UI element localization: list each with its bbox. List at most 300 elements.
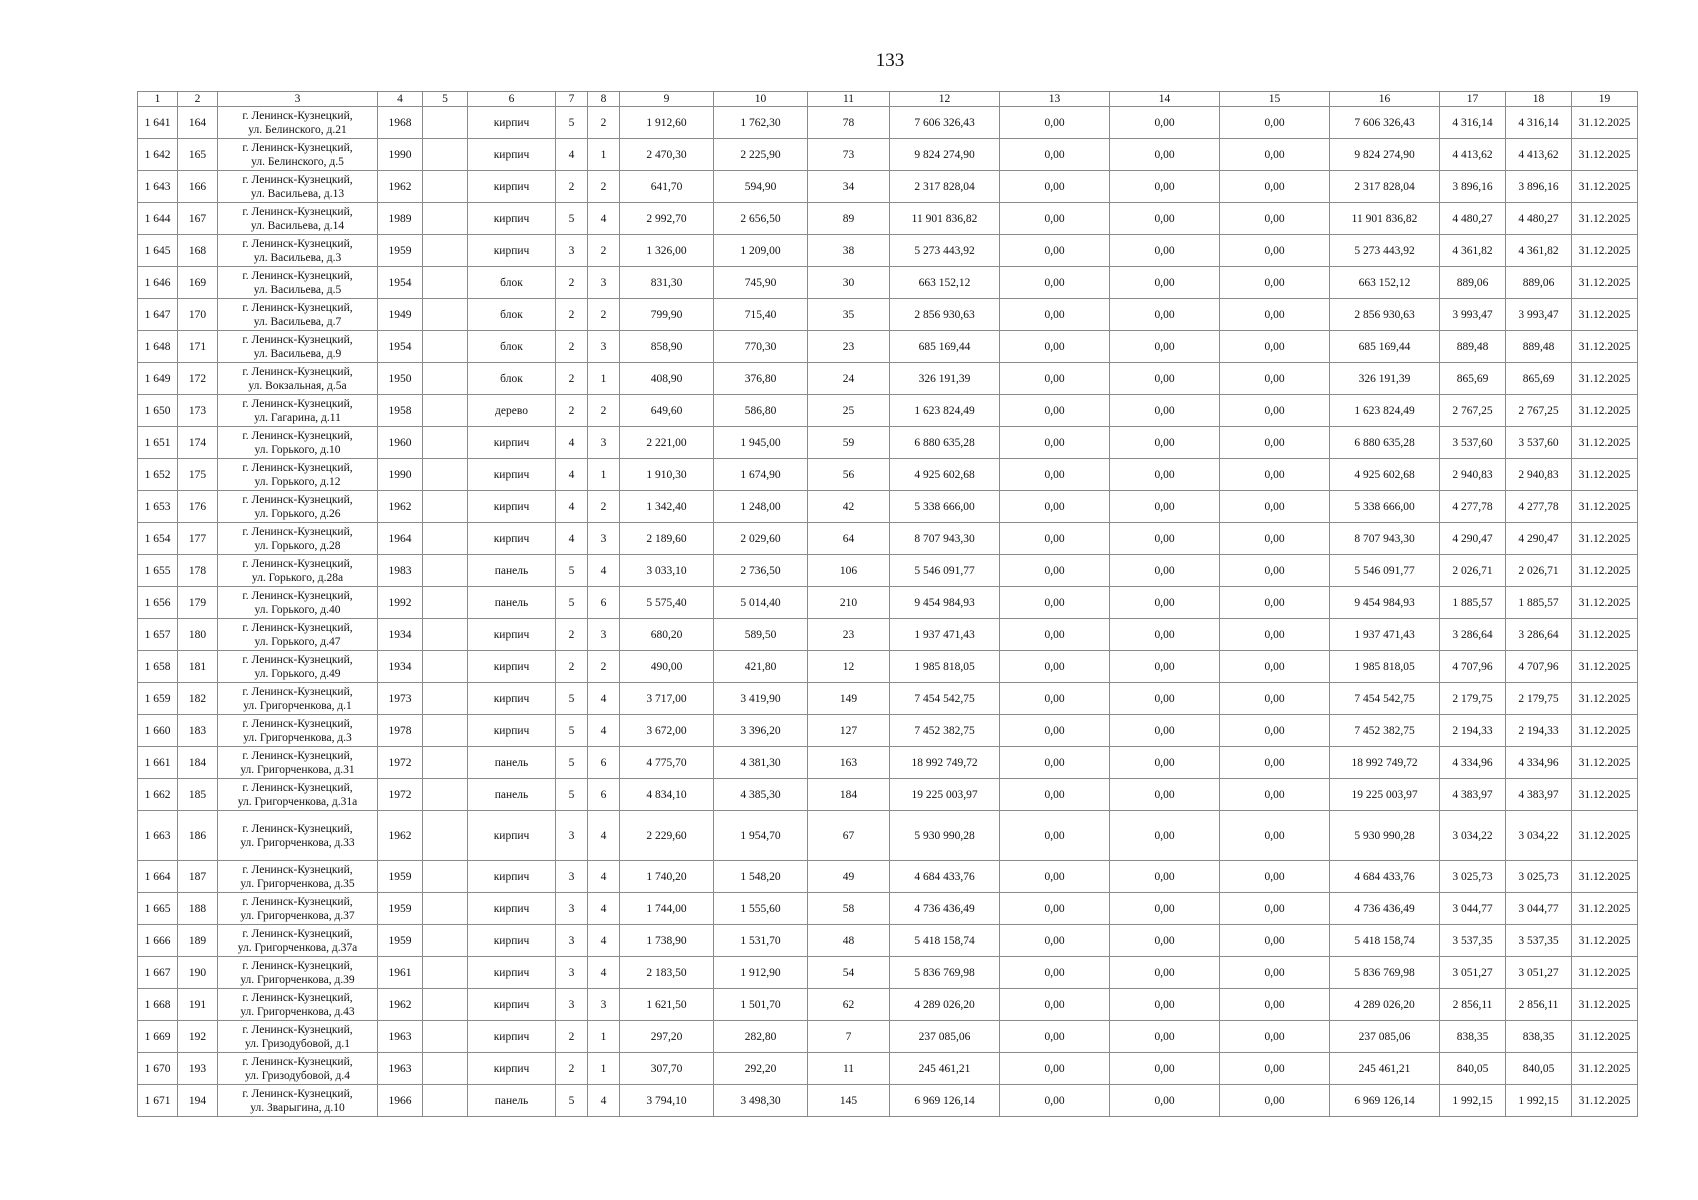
- address-street: ул. Григорченкова, д.37: [240, 909, 355, 922]
- address-cell: [218, 267, 378, 299]
- address-city: г. Ленинск-Кузнецкий,: [242, 863, 353, 876]
- address-city: г. Ленинск-Кузнецкий,: [242, 429, 353, 442]
- header-col-16: 16: [1330, 92, 1440, 107]
- cell-col-4: 1934: [378, 651, 423, 683]
- cell-col-8: 1: [588, 1053, 620, 1085]
- address-cell: [218, 893, 378, 925]
- cell-col-18: 4 361,82: [1506, 235, 1572, 267]
- cell-col-16: 19 225 003,97: [1330, 779, 1440, 811]
- cell-col-11: 35: [808, 299, 890, 331]
- cell-col-14: 0,00: [1110, 203, 1220, 235]
- address-street: ул. Григорченкова, д.1: [243, 699, 352, 712]
- address-city: г. Ленинск-Кузнецкий,: [242, 822, 353, 835]
- address-city: г. Ленинск-Кузнецкий,: [242, 333, 353, 346]
- cell-col-7: 2: [556, 619, 588, 651]
- table-row: [138, 989, 1638, 1021]
- cell-col-13: 0,00: [1000, 811, 1110, 861]
- cell-col-15: 0,00: [1220, 299, 1330, 331]
- cell-col-1: 1 666: [138, 925, 178, 957]
- cell-col-9: 5 575,40: [620, 587, 714, 619]
- cell-col-11: 56: [808, 459, 890, 491]
- cell-col-7: 5: [556, 683, 588, 715]
- cell-col-18: 4 413,62: [1506, 139, 1572, 171]
- cell-col-5: [423, 925, 468, 957]
- cell-col-16: 5 338 666,00: [1330, 491, 1440, 523]
- table-row: [138, 957, 1638, 989]
- cell-col-2: 171: [178, 331, 218, 363]
- cell-col-6: кирпич: [468, 1053, 556, 1085]
- cell-col-5: [423, 139, 468, 171]
- address-city: г. Ленинск-Кузнецкий,: [242, 589, 353, 602]
- cell-col-16: 685 169,44: [1330, 331, 1440, 363]
- cell-col-17: 2 179,75: [1440, 683, 1506, 715]
- cell-col-17: 3 537,35: [1440, 925, 1506, 957]
- cell-col-9: 1 342,40: [620, 491, 714, 523]
- cell-col-1: 1 648: [138, 331, 178, 363]
- cell-col-12: 5 930 990,28: [890, 811, 1000, 861]
- cell-col-8: 4: [588, 861, 620, 893]
- address-city: г. Ленинск-Кузнецкий,: [242, 1023, 353, 1036]
- table-row: [138, 139, 1638, 171]
- cell-col-10: 421,80: [714, 651, 808, 683]
- cell-col-16: 4 925 602,68: [1330, 459, 1440, 491]
- cell-col-19: 31.12.2025: [1572, 267, 1638, 299]
- cell-col-5: [423, 267, 468, 299]
- cell-col-13: 0,00: [1000, 203, 1110, 235]
- cell-col-13: 0,00: [1000, 779, 1110, 811]
- cell-col-5: [423, 893, 468, 925]
- table-row: [138, 587, 1638, 619]
- cell-col-7: 3: [556, 861, 588, 893]
- cell-col-16: 7 452 382,75: [1330, 715, 1440, 747]
- address-street: ул. Горького, д.40: [254, 603, 341, 616]
- cell-col-15: 0,00: [1220, 555, 1330, 587]
- cell-col-16: 4 289 026,20: [1330, 989, 1440, 1021]
- cell-col-5: [423, 619, 468, 651]
- cell-col-18: 838,35: [1506, 1021, 1572, 1053]
- cell-col-4: 1992: [378, 587, 423, 619]
- header-col-2: 2: [178, 92, 218, 107]
- cell-col-13: 0,00: [1000, 235, 1110, 267]
- cell-col-13: 0,00: [1000, 651, 1110, 683]
- cell-col-11: 127: [808, 715, 890, 747]
- cell-col-12: 11 901 836,82: [890, 203, 1000, 235]
- cell-col-11: 58: [808, 893, 890, 925]
- cell-col-2: 172: [178, 363, 218, 395]
- cell-col-19: 31.12.2025: [1572, 491, 1638, 523]
- cell-col-11: 89: [808, 203, 890, 235]
- cell-col-9: 1 910,30: [620, 459, 714, 491]
- cell-col-5: [423, 235, 468, 267]
- cell-col-13: 0,00: [1000, 715, 1110, 747]
- cell-col-14: 0,00: [1110, 171, 1220, 203]
- cell-col-1: 1 642: [138, 139, 178, 171]
- header-col-6: 6: [468, 92, 556, 107]
- cell-col-16: 7 454 542,75: [1330, 683, 1440, 715]
- cell-col-7: 4: [556, 459, 588, 491]
- cell-col-16: 2 317 828,04: [1330, 171, 1440, 203]
- cell-col-15: 0,00: [1220, 587, 1330, 619]
- cell-col-5: [423, 299, 468, 331]
- cell-col-12: 5 273 443,92: [890, 235, 1000, 267]
- cell-col-17: 4 361,82: [1440, 235, 1506, 267]
- cell-col-17: 3 993,47: [1440, 299, 1506, 331]
- cell-col-8: 1: [588, 363, 620, 395]
- cell-col-1: 1 643: [138, 171, 178, 203]
- cell-col-9: 1 744,00: [620, 893, 714, 925]
- cell-col-16: 326 191,39: [1330, 363, 1440, 395]
- header-col-11: 11: [808, 92, 890, 107]
- cell-col-4: 1963: [378, 1021, 423, 1053]
- cell-col-14: 0,00: [1110, 683, 1220, 715]
- cell-col-1: 1 658: [138, 651, 178, 683]
- cell-col-9: 2 183,50: [620, 957, 714, 989]
- cell-col-15: 0,00: [1220, 235, 1330, 267]
- cell-col-18: 889,48: [1506, 331, 1572, 363]
- table-row: [138, 619, 1638, 651]
- cell-col-15: 0,00: [1220, 395, 1330, 427]
- cell-col-6: панель: [468, 779, 556, 811]
- address-cell: [218, 587, 378, 619]
- cell-col-18: 4 334,96: [1506, 747, 1572, 779]
- cell-col-7: 2: [556, 171, 588, 203]
- cell-col-1: 1 652: [138, 459, 178, 491]
- cell-col-17: 3 034,22: [1440, 811, 1506, 861]
- cell-col-12: 7 452 382,75: [890, 715, 1000, 747]
- cell-col-17: 2 856,11: [1440, 989, 1506, 1021]
- column-number-header: [138, 92, 1638, 107]
- address-street: ул. Григорченкова, д.33: [240, 836, 355, 849]
- cell-col-14: 0,00: [1110, 395, 1220, 427]
- cell-col-15: 0,00: [1220, 747, 1330, 779]
- header-col-4: 4: [378, 92, 423, 107]
- cell-col-6: кирпич: [468, 893, 556, 925]
- cell-col-18: 2 179,75: [1506, 683, 1572, 715]
- cell-col-13: 0,00: [1000, 619, 1110, 651]
- cell-col-5: [423, 395, 468, 427]
- cell-col-7: 5: [556, 747, 588, 779]
- header-col-1: 1: [138, 92, 178, 107]
- cell-col-16: 11 901 836,82: [1330, 203, 1440, 235]
- cell-col-10: 2 656,50: [714, 203, 808, 235]
- cell-col-11: 7: [808, 1021, 890, 1053]
- cell-col-12: 5 546 091,77: [890, 555, 1000, 587]
- address-city: г. Ленинск-Кузнецкий,: [242, 991, 353, 1004]
- cell-col-10: 3 419,90: [714, 683, 808, 715]
- cell-col-15: 0,00: [1220, 523, 1330, 555]
- cell-col-19: 31.12.2025: [1572, 427, 1638, 459]
- header-col-17: 17: [1440, 92, 1506, 107]
- cell-col-18: 3 537,60: [1506, 427, 1572, 459]
- address-street: ул. Григорченкова, д.31: [240, 763, 355, 776]
- cell-col-1: 1 655: [138, 555, 178, 587]
- cell-col-6: кирпич: [468, 491, 556, 523]
- address-cell: [218, 957, 378, 989]
- cell-col-7: 2: [556, 1053, 588, 1085]
- header-col-7: 7: [556, 92, 588, 107]
- cell-col-19: 31.12.2025: [1572, 171, 1638, 203]
- cell-col-15: 0,00: [1220, 651, 1330, 683]
- cell-col-14: 0,00: [1110, 747, 1220, 779]
- cell-col-17: 838,35: [1440, 1021, 1506, 1053]
- address-city: г. Ленинск-Кузнецкий,: [242, 525, 353, 538]
- cell-col-9: 1 738,90: [620, 925, 714, 957]
- cell-col-4: 1989: [378, 203, 423, 235]
- cell-col-1: 1 646: [138, 267, 178, 299]
- cell-col-6: кирпич: [468, 203, 556, 235]
- cell-col-6: панель: [468, 747, 556, 779]
- address-cell: [218, 811, 378, 861]
- cell-col-18: 4 383,97: [1506, 779, 1572, 811]
- cell-col-2: 164: [178, 107, 218, 139]
- cell-col-14: 0,00: [1110, 1053, 1220, 1085]
- housing-register-table: [137, 91, 1638, 1117]
- cell-col-13: 0,00: [1000, 395, 1110, 427]
- cell-col-12: 237 085,06: [890, 1021, 1000, 1053]
- cell-col-14: 0,00: [1110, 107, 1220, 139]
- cell-col-18: 4 707,96: [1506, 651, 1572, 683]
- address-cell: [218, 139, 378, 171]
- address-cell: [218, 203, 378, 235]
- cell-col-11: 78: [808, 107, 890, 139]
- cell-col-6: кирпич: [468, 107, 556, 139]
- address-cell: [218, 861, 378, 893]
- table-row: [138, 107, 1638, 139]
- cell-col-9: 3 794,10: [620, 1085, 714, 1117]
- cell-col-2: 173: [178, 395, 218, 427]
- cell-col-11: 54: [808, 957, 890, 989]
- cell-col-17: 889,06: [1440, 267, 1506, 299]
- cell-col-1: 1 653: [138, 491, 178, 523]
- cell-col-11: 30: [808, 267, 890, 299]
- cell-col-5: [423, 651, 468, 683]
- cell-col-14: 0,00: [1110, 861, 1220, 893]
- cell-col-8: 4: [588, 811, 620, 861]
- cell-col-15: 0,00: [1220, 619, 1330, 651]
- address-cell: [218, 779, 378, 811]
- cell-col-15: 0,00: [1220, 683, 1330, 715]
- address-street: ул. Горького, д.26: [254, 507, 341, 520]
- table-row: [138, 861, 1638, 893]
- cell-col-8: 3: [588, 331, 620, 363]
- cell-col-12: 5 836 769,98: [890, 957, 1000, 989]
- cell-col-5: [423, 715, 468, 747]
- address-street: ул. Вокзальная, д.5а: [248, 379, 347, 392]
- address-street: ул. Васильева, д.3: [253, 251, 342, 264]
- cell-col-10: 589,50: [714, 619, 808, 651]
- cell-col-18: 3 034,22: [1506, 811, 1572, 861]
- table-body: [138, 107, 1638, 1117]
- cell-col-8: 6: [588, 779, 620, 811]
- cell-col-12: 6 969 126,14: [890, 1085, 1000, 1117]
- cell-col-1: 1 665: [138, 893, 178, 925]
- cell-col-9: 680,20: [620, 619, 714, 651]
- cell-col-12: 7 606 326,43: [890, 107, 1000, 139]
- cell-col-14: 0,00: [1110, 1085, 1220, 1117]
- cell-col-9: 1 326,00: [620, 235, 714, 267]
- cell-col-12: 5 338 666,00: [890, 491, 1000, 523]
- cell-col-17: 4 480,27: [1440, 203, 1506, 235]
- cell-col-9: 3 033,10: [620, 555, 714, 587]
- address-cell: [218, 1085, 378, 1117]
- cell-col-16: 5 273 443,92: [1330, 235, 1440, 267]
- cell-col-11: 106: [808, 555, 890, 587]
- cell-col-7: 3: [556, 893, 588, 925]
- cell-col-9: 799,90: [620, 299, 714, 331]
- cell-col-4: 1964: [378, 523, 423, 555]
- cell-col-5: [423, 989, 468, 1021]
- cell-col-11: 59: [808, 427, 890, 459]
- cell-col-13: 0,00: [1000, 925, 1110, 957]
- cell-col-17: 3 537,60: [1440, 427, 1506, 459]
- cell-col-14: 0,00: [1110, 925, 1220, 957]
- cell-col-18: 889,06: [1506, 267, 1572, 299]
- cell-col-6: кирпич: [468, 1021, 556, 1053]
- cell-col-14: 0,00: [1110, 893, 1220, 925]
- cell-col-15: 0,00: [1220, 989, 1330, 1021]
- cell-col-1: 1 644: [138, 203, 178, 235]
- address-city: г. Ленинск-Кузнецкий,: [242, 141, 353, 154]
- cell-col-17: 4 707,96: [1440, 651, 1506, 683]
- table-row: [138, 1085, 1638, 1117]
- address-cell: [218, 989, 378, 1021]
- cell-col-2: 175: [178, 459, 218, 491]
- address-city: г. Ленинск-Кузнецкий,: [242, 927, 353, 940]
- cell-col-15: 0,00: [1220, 267, 1330, 299]
- header-col-13: 13: [1000, 92, 1110, 107]
- cell-col-1: 1 650: [138, 395, 178, 427]
- cell-col-8: 2: [588, 651, 620, 683]
- cell-col-8: 3: [588, 267, 620, 299]
- cell-col-12: 1 937 471,43: [890, 619, 1000, 651]
- cell-col-13: 0,00: [1000, 587, 1110, 619]
- cell-col-10: 715,40: [714, 299, 808, 331]
- cell-col-13: 0,00: [1000, 683, 1110, 715]
- cell-col-18: 840,05: [1506, 1053, 1572, 1085]
- cell-col-9: 297,20: [620, 1021, 714, 1053]
- cell-col-10: 5 014,40: [714, 587, 808, 619]
- cell-col-18: 1 885,57: [1506, 587, 1572, 619]
- cell-col-16: 5 836 769,98: [1330, 957, 1440, 989]
- cell-col-11: 184: [808, 779, 890, 811]
- cell-col-12: 6 880 635,28: [890, 427, 1000, 459]
- cell-col-2: 168: [178, 235, 218, 267]
- cell-col-17: 4 383,97: [1440, 779, 1506, 811]
- table-row: [138, 171, 1638, 203]
- cell-col-10: 3 396,20: [714, 715, 808, 747]
- cell-col-15: 0,00: [1220, 203, 1330, 235]
- cell-col-8: 4: [588, 925, 620, 957]
- cell-col-14: 0,00: [1110, 299, 1220, 331]
- cell-col-5: [423, 523, 468, 555]
- cell-col-13: 0,00: [1000, 747, 1110, 779]
- cell-col-4: 1959: [378, 861, 423, 893]
- address-street: ул. Белинского, д.5: [251, 155, 344, 168]
- cell-col-13: 0,00: [1000, 523, 1110, 555]
- cell-col-2: 187: [178, 861, 218, 893]
- cell-col-7: 3: [556, 811, 588, 861]
- cell-col-2: 170: [178, 299, 218, 331]
- cell-col-5: [423, 203, 468, 235]
- cell-col-12: 245 461,21: [890, 1053, 1000, 1085]
- address-city: г. Ленинск-Кузнецкий,: [242, 205, 353, 218]
- cell-col-11: 34: [808, 171, 890, 203]
- cell-col-14: 0,00: [1110, 235, 1220, 267]
- cell-col-15: 0,00: [1220, 459, 1330, 491]
- cell-col-8: 4: [588, 893, 620, 925]
- table-row: [138, 427, 1638, 459]
- cell-col-15: 0,00: [1220, 331, 1330, 363]
- cell-col-18: 3 286,64: [1506, 619, 1572, 651]
- cell-col-14: 0,00: [1110, 555, 1220, 587]
- header-col-12: 12: [890, 92, 1000, 107]
- header-col-14: 14: [1110, 92, 1220, 107]
- cell-col-19: 31.12.2025: [1572, 363, 1638, 395]
- cell-col-17: 4 290,47: [1440, 523, 1506, 555]
- cell-col-16: 8 707 943,30: [1330, 523, 1440, 555]
- cell-col-8: 1: [588, 459, 620, 491]
- cell-col-13: 0,00: [1000, 171, 1110, 203]
- cell-col-8: 4: [588, 1085, 620, 1117]
- cell-col-10: 1 548,20: [714, 861, 808, 893]
- cell-col-8: 4: [588, 957, 620, 989]
- address-city: г. Ленинск-Кузнецкий,: [242, 1055, 353, 1068]
- cell-col-6: кирпич: [468, 427, 556, 459]
- cell-col-1: 1 664: [138, 861, 178, 893]
- cell-col-6: кирпич: [468, 619, 556, 651]
- table-row: [138, 925, 1638, 957]
- cell-col-17: 3 286,64: [1440, 619, 1506, 651]
- cell-col-9: 1 621,50: [620, 989, 714, 1021]
- cell-col-2: 189: [178, 925, 218, 957]
- cell-col-7: 2: [556, 299, 588, 331]
- cell-col-2: 193: [178, 1053, 218, 1085]
- address-street: ул. Григорченкова, д.37а: [237, 941, 358, 954]
- cell-col-12: 8 707 943,30: [890, 523, 1000, 555]
- cell-col-5: [423, 491, 468, 523]
- cell-col-9: 2 189,60: [620, 523, 714, 555]
- cell-col-11: 210: [808, 587, 890, 619]
- cell-col-11: 25: [808, 395, 890, 427]
- cell-col-6: панель: [468, 587, 556, 619]
- address-street: ул. Гагарина, д.11: [254, 411, 341, 424]
- cell-col-13: 0,00: [1000, 1053, 1110, 1085]
- cell-col-1: 1 656: [138, 587, 178, 619]
- address-street: ул. Гризодубовой, д.1: [245, 1037, 350, 1050]
- address-city: г. Ленинск-Кузнецкий,: [242, 653, 353, 666]
- cell-col-13: 0,00: [1000, 957, 1110, 989]
- cell-col-17: 2 194,33: [1440, 715, 1506, 747]
- cell-col-2: 181: [178, 651, 218, 683]
- cell-col-1: 1 647: [138, 299, 178, 331]
- cell-col-5: [423, 747, 468, 779]
- cell-col-11: 67: [808, 811, 890, 861]
- cell-col-8: 3: [588, 427, 620, 459]
- cell-col-16: 237 085,06: [1330, 1021, 1440, 1053]
- cell-col-19: 31.12.2025: [1572, 747, 1638, 779]
- cell-col-19: 31.12.2025: [1572, 779, 1638, 811]
- table-row: [138, 683, 1638, 715]
- cell-col-6: кирпич: [468, 957, 556, 989]
- cell-col-1: 1 668: [138, 989, 178, 1021]
- address-city: г. Ленинск-Кузнецкий,: [242, 959, 353, 972]
- address-city: г. Ленинск-Кузнецкий,: [242, 621, 353, 634]
- cell-col-7: 5: [556, 715, 588, 747]
- cell-col-2: 166: [178, 171, 218, 203]
- cell-col-9: 831,30: [620, 267, 714, 299]
- address-street: ул. Гризодубовой, д.4: [245, 1069, 350, 1082]
- cell-col-18: 3 896,16: [1506, 171, 1572, 203]
